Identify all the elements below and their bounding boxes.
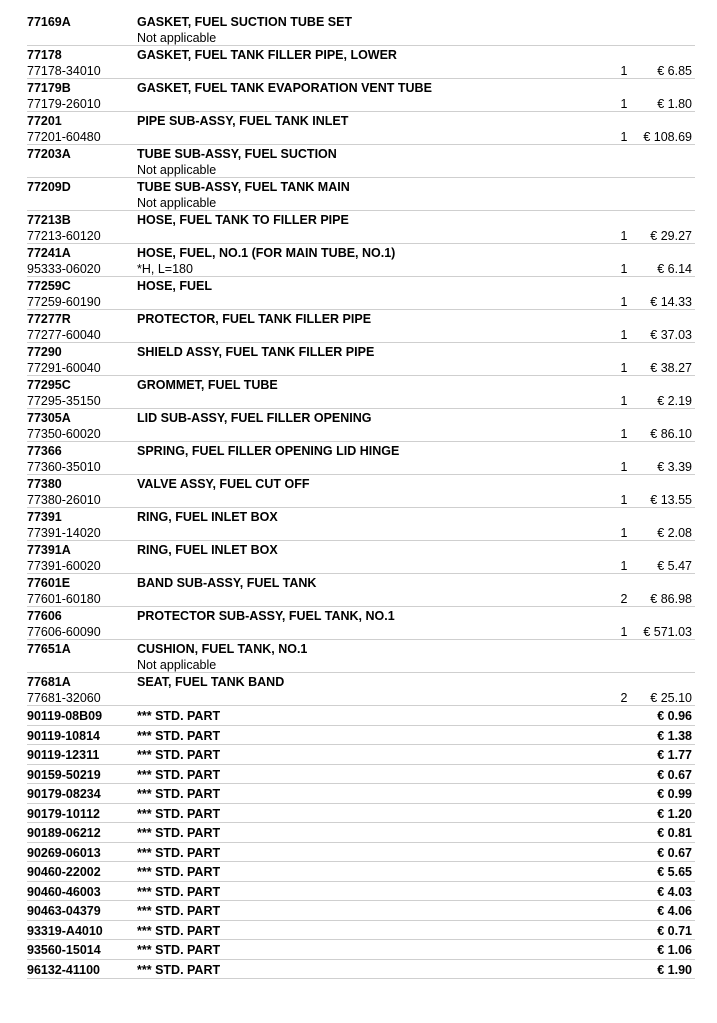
group-description: TUBE SUB-ASSY, FUEL SUCTION: [137, 147, 337, 161]
std-part-price: € 0.71: [657, 923, 692, 938]
std-part-price: € 0.96: [657, 709, 692, 723]
part-number: 77360-35010: [27, 460, 101, 474]
part-number: 77201-60480: [27, 130, 101, 144]
group-header-row: [0, 509, 717, 525]
std-part-number: 90179-08234: [27, 787, 101, 801]
std-part-row[interactable]: [0, 805, 717, 825]
quantity: 1: [620, 97, 628, 111]
group-header-row: [0, 641, 717, 657]
group-code: 77380: [27, 477, 62, 491]
std-part-description: *** STD. PART: [137, 904, 221, 918]
std-part-number: 90460-22002: [27, 865, 101, 879]
group-code: 77277R: [27, 312, 71, 326]
std-part-number: 90159-50219: [27, 767, 101, 782]
group-header-row: [0, 179, 717, 195]
std-part-row[interactable]: [0, 727, 717, 747]
std-part-number: 90119-10814: [27, 728, 100, 743]
price: € 108.69: [643, 130, 692, 144]
std-part-description: *** STD. PART: [137, 962, 221, 977]
part-number: 77350-60020: [27, 427, 101, 441]
group-code: 77601E: [27, 576, 71, 590]
std-part-number: 90269-06013: [27, 845, 101, 860]
price: € 3.39: [657, 460, 692, 474]
std-part-price: € 4.06: [657, 904, 692, 918]
quantity: 1: [620, 229, 628, 243]
std-part-price: € 0.67: [657, 767, 692, 782]
quantity: 1: [620, 295, 628, 309]
quantity: 1: [620, 559, 628, 573]
part-detail-row[interactable]: [0, 426, 717, 443]
price: € 37.03: [650, 328, 692, 342]
group-description: VALVE ASSY, FUEL CUT OFF: [137, 477, 310, 491]
not-applicable-note: Not applicable: [137, 31, 217, 45]
group-description: SEAT, FUEL TANK BAND: [137, 675, 285, 689]
std-part-price: € 1.90: [657, 962, 692, 977]
part-number: 77213-60120: [27, 229, 101, 243]
group-header-row: [0, 113, 717, 129]
group-header-row: [0, 47, 717, 63]
group-code: 77295C: [27, 378, 71, 392]
part-number: 77178-34010: [27, 64, 101, 78]
price: € 29.27: [650, 229, 692, 243]
std-part-number: 90179-10112: [27, 806, 100, 821]
quantity: 1: [620, 493, 628, 507]
std-part-number: 96132-41100: [27, 962, 100, 977]
group-description: GASKET, FUEL SUCTION TUBE SET: [137, 15, 353, 29]
price: € 6.14: [657, 262, 692, 276]
part-detail-row[interactable]: [0, 195, 717, 212]
quantity: 1: [620, 460, 628, 474]
group-code: 77305A: [27, 411, 71, 425]
price: € 14.33: [650, 295, 692, 309]
part-detail-row[interactable]: [0, 360, 717, 377]
std-part-description: *** STD. PART: [137, 787, 221, 801]
std-part-number: 90460-46003: [27, 884, 101, 899]
group-code: 77391: [27, 510, 62, 524]
std-part-price: € 1.38: [657, 728, 692, 743]
part-detail-row[interactable]: [0, 96, 717, 113]
group-description: GASKET, FUEL TANK FILLER PIPE, LOWER: [137, 48, 397, 62]
std-part-row[interactable]: [0, 863, 717, 883]
group-description: HOSE, FUEL TANK TO FILLER PIPE: [137, 213, 349, 227]
std-part-number: 93560-15014: [27, 943, 101, 957]
part-detail-row[interactable]: [0, 492, 717, 509]
price: € 2.19: [657, 394, 692, 408]
group-code: 77259C: [27, 279, 71, 293]
group-description: RING, FUEL INLET BOX: [137, 510, 278, 524]
group-header-row: [0, 14, 717, 30]
std-part-row[interactable]: [0, 941, 717, 961]
part-detail-row[interactable]: [0, 591, 717, 608]
price: € 86.10: [650, 427, 692, 441]
group-code: 77209D: [27, 180, 71, 194]
part-number: 77277-60040: [27, 328, 101, 342]
std-part-row[interactable]: [0, 766, 717, 786]
price: € 25.10: [650, 691, 692, 705]
std-part-price: € 0.99: [657, 787, 692, 801]
std-part-row[interactable]: [0, 883, 717, 903]
price: € 5.47: [657, 559, 692, 573]
part-number: 77681-32060: [27, 691, 101, 705]
price: € 13.55: [650, 493, 692, 507]
group-header-row: [0, 443, 717, 459]
part-detail-row[interactable]: [0, 558, 717, 575]
price: € 2.08: [657, 526, 692, 540]
group-code: 77391A: [27, 543, 71, 557]
group-header-row: [0, 674, 717, 690]
group-description: PIPE SUB-ASSY, FUEL TANK INLET: [137, 114, 349, 128]
group-header-row: [0, 476, 717, 492]
part-detail-row[interactable]: [0, 327, 717, 344]
part-number: 77295-35150: [27, 394, 101, 408]
std-part-row[interactable]: [0, 902, 717, 922]
part-number: 77391-14020: [27, 526, 101, 540]
part-detail-row[interactable]: [0, 162, 717, 179]
group-header-row: [0, 575, 717, 591]
std-part-description: *** STD. PART: [137, 767, 221, 782]
part-number: 77291-60040: [27, 361, 101, 375]
group-description: HOSE, FUEL, NO.1 (FOR MAIN TUBE, NO.1): [137, 246, 396, 260]
std-part-number: 90463-04379: [27, 904, 101, 918]
part-detail-row[interactable]: [0, 525, 717, 542]
std-part-description: *** STD. PART: [137, 709, 221, 723]
price: € 571.03: [643, 625, 692, 639]
group-description: SHIELD ASSY, FUEL TANK FILLER PIPE: [137, 345, 375, 359]
group-description: TUBE SUB-ASSY, FUEL TANK MAIN: [137, 180, 350, 194]
group-description: GROMMET, FUEL TUBE: [137, 378, 278, 392]
quantity: 2: [620, 691, 628, 705]
quantity: 1: [620, 394, 628, 408]
std-part-number: 90119-08B09: [27, 709, 103, 723]
quantity: 1: [620, 64, 628, 78]
part-detail-row[interactable]: [0, 459, 717, 476]
group-header-row: [0, 311, 717, 327]
std-part-row[interactable]: [0, 785, 717, 805]
part-detail-row[interactable]: [0, 657, 717, 674]
not-applicable-note: Not applicable: [137, 658, 217, 672]
group-code: 77201: [27, 114, 62, 128]
group-description: CUSHION, FUEL TANK, NO.1: [137, 642, 308, 656]
quantity: 2: [620, 592, 628, 606]
group-description: PROTECTOR, FUEL TANK FILLER PIPE: [137, 312, 372, 326]
group-header-row: [0, 80, 717, 96]
group-code: 77606: [27, 609, 62, 623]
price: € 1.80: [657, 97, 692, 111]
std-part-row[interactable]: [0, 707, 717, 727]
group-code: 77213B: [27, 213, 71, 227]
group-header-row: [0, 245, 717, 261]
std-part-number: 93319-A4010: [27, 923, 103, 938]
price: € 6.85: [657, 64, 692, 78]
std-part-price: € 1.77: [657, 748, 692, 762]
std-part-number: 90119-12311: [27, 748, 100, 762]
group-header-row: [0, 278, 717, 294]
part-detail-row[interactable]: [0, 129, 717, 146]
group-code: 77178: [27, 48, 62, 62]
std-part-row[interactable]: [0, 961, 717, 981]
group-header-row: [0, 542, 717, 558]
std-part-description: *** STD. PART: [137, 826, 221, 840]
price: € 86.98: [650, 592, 692, 606]
std-part-price: € 1.20: [657, 806, 692, 821]
std-part-price: € 0.81: [657, 826, 692, 840]
part-detail-row[interactable]: [0, 690, 717, 707]
part-detail-row[interactable]: [0, 228, 717, 245]
group-header-row: [0, 608, 717, 624]
std-part-description: *** STD. PART: [137, 845, 221, 860]
group-header-row: [0, 410, 717, 426]
group-description: GASKET, FUEL TANK EVAPORATION VENT TUBE: [137, 81, 432, 95]
std-part-description: *** STD. PART: [137, 806, 221, 821]
quantity: 1: [620, 328, 628, 342]
std-part-price: € 5.65: [657, 865, 692, 879]
price: € 38.27: [650, 361, 692, 375]
std-part-description: *** STD. PART: [137, 884, 221, 899]
part-detail-row[interactable]: [0, 393, 717, 410]
std-part-price: € 0.67: [657, 845, 692, 860]
parts-list: [0, 14, 717, 980]
group-header-row: [0, 344, 717, 360]
group-description: LID SUB-ASSY, FUEL FILLER OPENING: [137, 411, 372, 425]
std-part-price: € 1.06: [657, 943, 692, 957]
part-number: 77391-60020: [27, 559, 101, 573]
quantity: 1: [620, 625, 628, 639]
not-applicable-note: Not applicable: [137, 163, 217, 177]
part-detail-row[interactable]: [0, 294, 717, 311]
std-part-description: *** STD. PART: [137, 943, 221, 957]
quantity: 1: [620, 526, 628, 540]
group-header-row: [0, 146, 717, 162]
part-number: 95333-06020: [27, 262, 101, 276]
group-code: 77241A: [27, 246, 71, 260]
part-number: 77606-60090: [27, 625, 101, 639]
std-part-description: *** STD. PART: [137, 728, 221, 743]
std-part-price: € 4.03: [657, 884, 692, 899]
std-part-description: *** STD. PART: [137, 865, 221, 879]
std-part-row[interactable]: [0, 824, 717, 844]
group-code: 77366: [27, 444, 62, 458]
group-description: RING, FUEL INLET BOX: [137, 543, 278, 557]
quantity: 1: [620, 262, 628, 276]
part-number: 77380-26010: [27, 493, 101, 507]
part-number: 77179-26010: [27, 97, 101, 111]
quantity: 1: [620, 427, 628, 441]
std-part-description: *** STD. PART: [137, 923, 221, 938]
std-part-description: *** STD. PART: [137, 748, 221, 762]
std-part-row[interactable]: [0, 746, 717, 766]
quantity: 1: [620, 130, 628, 144]
part-number: 77601-60180: [27, 592, 101, 606]
group-code: 77169A: [27, 15, 71, 29]
group-code: 77290: [27, 345, 62, 359]
not-applicable-note: Not applicable: [137, 196, 217, 210]
part-detail-row[interactable]: [0, 261, 717, 278]
part-detail-row[interactable]: [0, 30, 717, 47]
std-part-row[interactable]: [0, 922, 717, 942]
group-description: BAND SUB-ASSY, FUEL TANK: [137, 576, 317, 590]
group-description: HOSE, FUEL: [137, 279, 213, 293]
quantity: 1: [620, 361, 628, 375]
group-header-row: [0, 377, 717, 393]
part-detail-row[interactable]: [0, 63, 717, 80]
part-remark: *H, L=180: [137, 262, 193, 276]
std-part-number: 90189-06212: [27, 826, 101, 840]
part-detail-row[interactable]: [0, 624, 717, 641]
group-code: 77179B: [27, 81, 71, 95]
group-description: SPRING, FUEL FILLER OPENING LID HINGE: [137, 444, 400, 458]
std-part-row[interactable]: [0, 844, 717, 864]
group-code: 77651A: [27, 642, 71, 656]
group-code: 77681A: [27, 675, 71, 689]
group-code: 77203A: [27, 147, 71, 161]
part-number: 77259-60190: [27, 295, 101, 309]
group-header-row: [0, 212, 717, 228]
group-description: PROTECTOR SUB-ASSY, FUEL TANK, NO.1: [137, 609, 395, 623]
